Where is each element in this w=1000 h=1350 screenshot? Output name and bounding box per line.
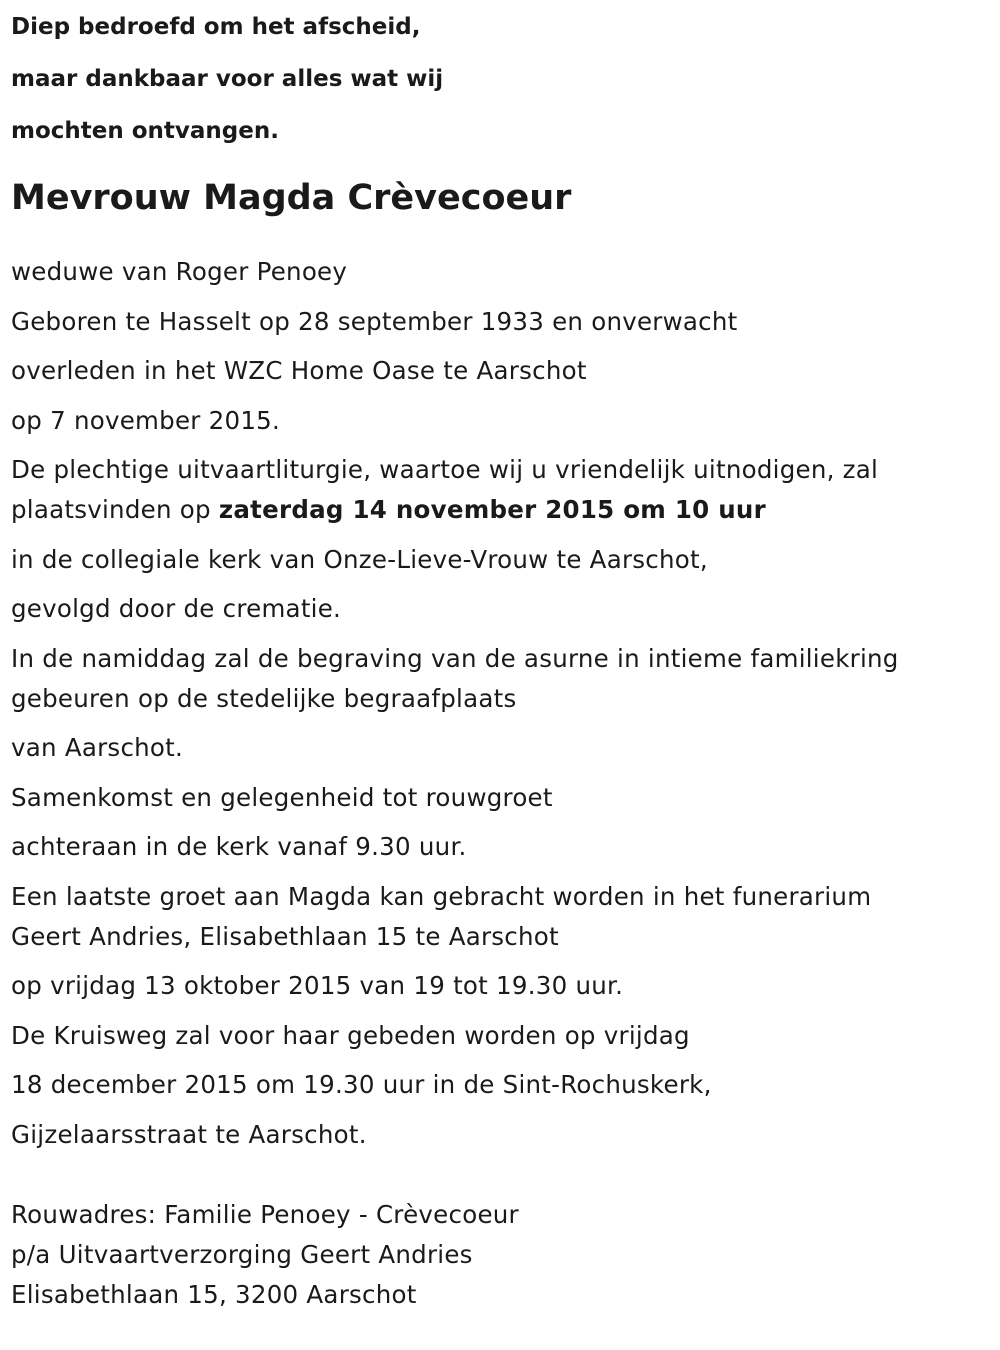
birth-line: Geboren te Hasselt op 28 september 1933 en onverwacht [11, 306, 738, 336]
mourning-address [11, 1195, 991, 1315]
address-line: Rouwadres: Familie Penoey - Crèvecoeur [11, 1199, 519, 1229]
motto-line: Diep bedroefd om het afscheid, [11, 14, 421, 40]
address-line: Elisabethlaan 15, 3200 Aarschot [11, 1279, 417, 1309]
kruisweg-line: 18 december 2015 om 19.30 uur in de Sint-Rochuskerk, [11, 1070, 712, 1099]
liturgy-line: in de collegiale kerk van Onze-Lieve-Vrouw te Aarschot, [11, 544, 708, 574]
widow-of-line: weduwe van Roger Penoey [11, 257, 348, 286]
address-line: p/a Uitvaartverzorging Geert Andries [11, 1239, 473, 1269]
gathering-line: Samenkomst en gelegenheid tot rouwgroet [11, 782, 553, 812]
farewell-line: op vrijdag 13 oktober 2015 van 19 tot 19.30 uur. [11, 971, 624, 1000]
motto-line: maar dankbaar voor alles wat wij [11, 66, 444, 92]
deceased-name: Mevrouw Magda Crèvecoeur [11, 178, 572, 218]
burial-line: In de namiddag zal de begraving van de asurne in intieme familiekring [11, 643, 899, 673]
gathering-line: achteraan in de kerk vanaf 9.30 uur. [11, 832, 467, 861]
motto [11, 0, 991, 156]
birth-line: overleden in het WZC Home Oase te Aarschot [11, 356, 587, 385]
liturgy-datetime: zaterdag 14 november 2015 om 10 uur [218, 495, 766, 524]
burial-line: van Aarschot. [11, 733, 184, 762]
kruisweg-line: De Kruisweg zal voor haar gebeden worden op vrijdag [11, 1020, 690, 1050]
liturgy-line: De plechtige uitvaartliturgie, waartoe wij u vriendelijk uitnodigen, zal [11, 455, 879, 484]
farewell-line: Geert Andries, Elisabethlaan 15 te Aarschot [11, 921, 559, 951]
liturgy-line: gevolgd door de crematie. [11, 594, 342, 623]
liturgy-line [11, 490, 991, 530]
birth-line: op 7 november 2015. [11, 405, 281, 435]
motto-line: mochten ontvangen. [11, 118, 279, 144]
obituary-notice [11, 0, 991, 1315]
burial-line: gebeuren op de stedelijke begraafplaats [11, 683, 517, 713]
liturgy-prefix: plaatsvinden op [11, 495, 219, 524]
notice-body [11, 252, 991, 1315]
farewell-line: Een laatste groet aan Magda kan gebracht worden in het funerarium [11, 881, 872, 911]
kruisweg-line: Gijzelaarsstraat te Aarschot. [11, 1119, 367, 1149]
